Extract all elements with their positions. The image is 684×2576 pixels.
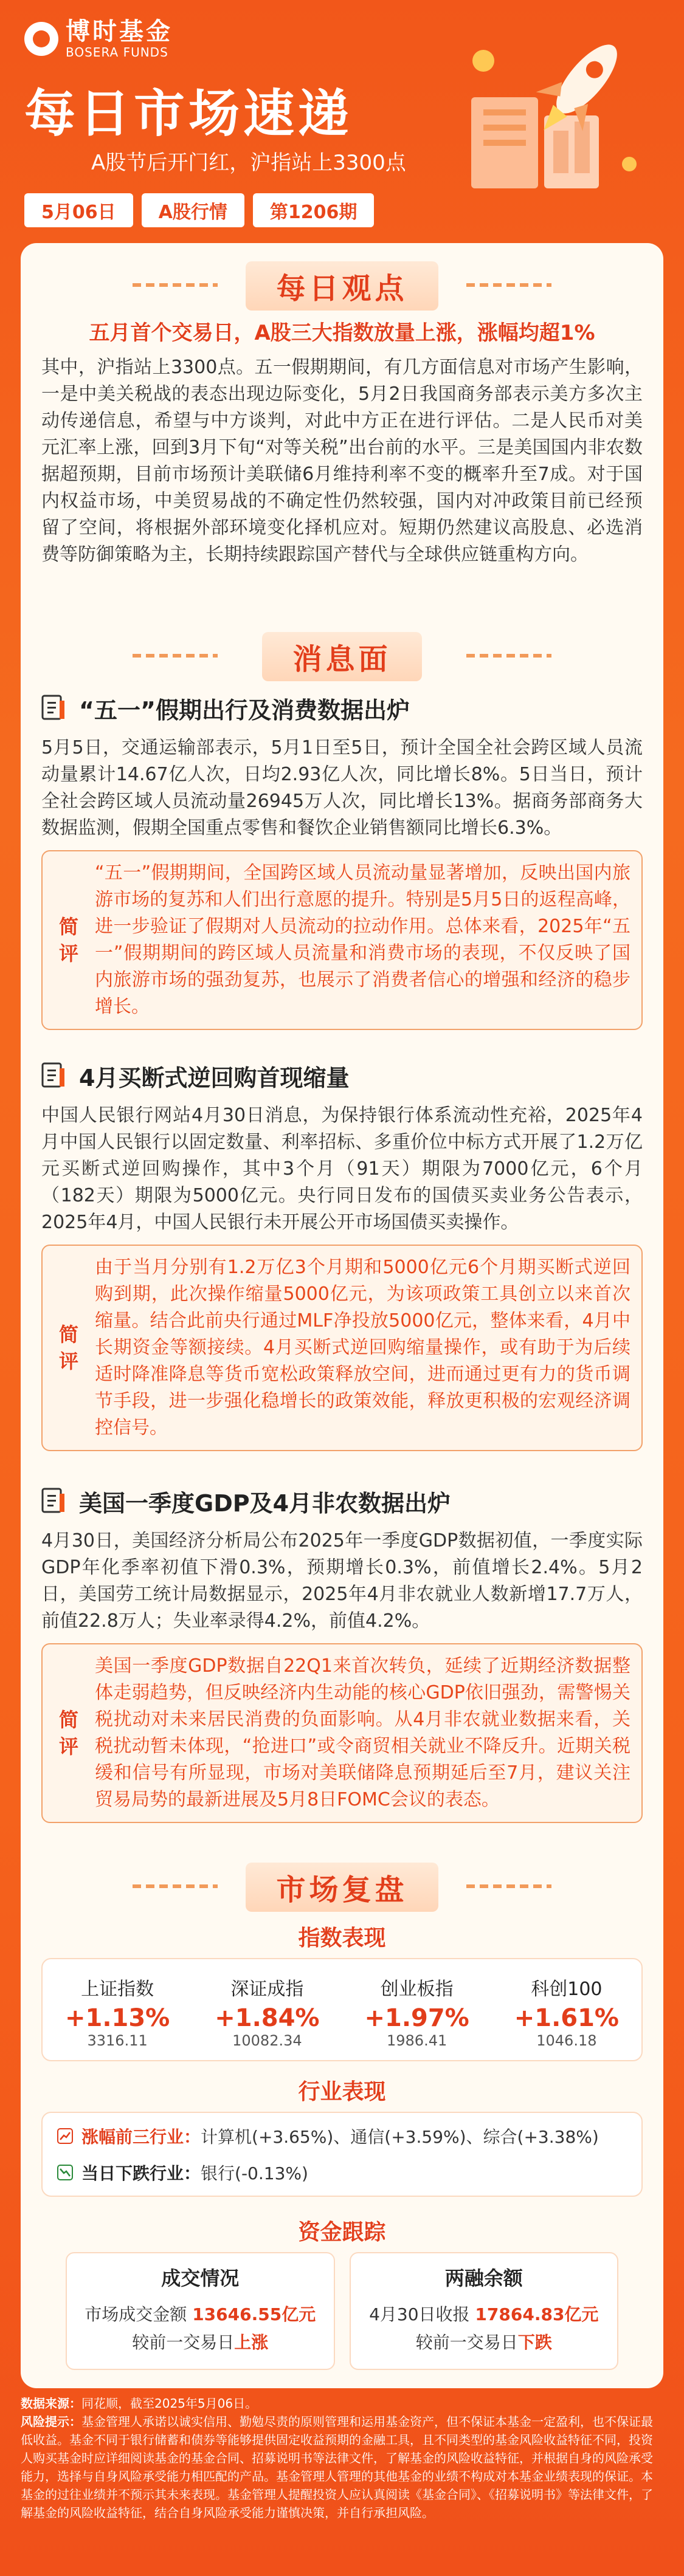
data-source-text: 同花顺，截至2025年5月06日。 xyxy=(81,2396,258,2411)
page-title: 每日市场速递 xyxy=(24,84,353,143)
data-source xyxy=(21,2394,663,2413)
index-card xyxy=(350,1974,484,2049)
rocket-illustration-icon xyxy=(447,24,648,194)
news-body: 中国人民银行网站4月30日消息，为保持银行体系流动性充裕，2025年4月中国人民银行以固定数量、利率招标、多重价位中标方式开展了1.2万亿元买断式逆回购操作，其中3个月（91天）期限为7000亿元，6个月（182天）期限为5000亿元。央行同日发布的国债买卖业务公告表示，2025年4月，中国人民银行未开展公开市场国债买卖操作。 xyxy=(41,1105,643,1233)
news-item xyxy=(41,690,643,1030)
news-heading xyxy=(41,690,643,726)
comment-tag: 简评 xyxy=(58,915,78,965)
document-icon xyxy=(41,1488,66,1514)
comment-tag: 简评 xyxy=(58,1323,78,1373)
index-card xyxy=(50,1974,184,2049)
index-value: 10082.34 xyxy=(232,2032,302,2049)
news-heading xyxy=(41,1483,643,1519)
brand-name-en: BOSERA FUNDS xyxy=(66,45,168,60)
daily-view-title xyxy=(41,261,643,310)
daily-view-title-text: 每日观点 xyxy=(246,261,438,311)
margin-compare-label: 较前一交易日 xyxy=(415,2332,518,2352)
margin-panel xyxy=(350,2252,619,2370)
news-heading-text: 美国一季度GDP及4月非农数据出炉 xyxy=(79,1489,451,1517)
industry-down-value: 银行(-0.13%) xyxy=(201,2163,308,2183)
issue-tag: 第1206期 xyxy=(253,193,375,227)
index-name: 科创100 xyxy=(531,1979,603,2000)
comment-box xyxy=(41,1245,643,1451)
margin-line xyxy=(351,2301,618,2329)
index-name: 深证成指 xyxy=(230,1979,304,2000)
daily-view-headline: 五月首个交易日，A股三大指数放量上涨，涨幅均超1% xyxy=(89,321,595,345)
margin-title: 两融余额 xyxy=(444,2267,523,2290)
comment-box xyxy=(41,1643,643,1823)
risk-warning-label: 风险提示： xyxy=(21,2414,81,2429)
news-item xyxy=(41,1483,643,1823)
industry-top3-label: 涨幅前三行业： xyxy=(81,2127,201,2147)
index-change: +1.13% xyxy=(64,2004,170,2032)
news-item xyxy=(41,1057,643,1451)
turnover-value: 13646.55亿元 xyxy=(192,2304,316,2324)
content-card xyxy=(21,243,663,2388)
index-card xyxy=(200,1974,334,2049)
brand-name-cn: 博时基金 xyxy=(66,18,173,46)
market-title-text: 市场复盘 xyxy=(246,1863,438,1912)
turnover-label: 市场成交金额 xyxy=(85,2304,187,2324)
footer xyxy=(21,2394,663,2522)
index-card xyxy=(500,1974,634,2049)
news-title-text: 消息面 xyxy=(262,632,421,681)
industry-panel xyxy=(41,2112,643,2197)
margin-compare-line xyxy=(351,2329,618,2357)
tag-bar xyxy=(24,193,374,227)
index-subtitle: 指数表现 xyxy=(298,1926,386,1951)
brand-logo xyxy=(24,18,173,60)
turnover-line xyxy=(67,2301,334,2329)
data-source-label: 数据来源： xyxy=(21,2396,81,2411)
comment-text: “五一”假期期间，全国跨区域人员流动量显著增加，反映出国内旅游市场的复苏和人们出行意愿的提升。特别是5月5日的返程高峰，进一步验证了假期对人员流动的拉动作用。总体来看，2025年“五一”假期期间的跨区域人员流量和消费市场的表现，不仅反映了国内旅游市场的强劲复苏，也展示了消费者信心的增强和经济的稳步增长。 xyxy=(95,862,630,1017)
turnover-compare-value: 上涨 xyxy=(234,2332,269,2352)
fund-subtitle: 资金跟踪 xyxy=(298,2220,386,2245)
document-icon xyxy=(41,1062,66,1089)
trend-down-icon xyxy=(57,2165,73,2180)
turnover-compare-line xyxy=(67,2329,334,2357)
turnover-panel xyxy=(66,2252,335,2370)
risk-warning xyxy=(21,2413,663,2522)
industry-subtitle: 行业表现 xyxy=(298,2080,386,2104)
trend-up-icon xyxy=(57,2128,73,2144)
news-heading-text: 4月买断式逆回购首现缩量 xyxy=(79,1064,350,1091)
news-heading xyxy=(41,1057,643,1094)
index-change: +1.61% xyxy=(514,2004,620,2032)
industry-top3-value: 计算机(+3.65%)、通信(+3.59%)、综合(+3.38%) xyxy=(201,2127,599,2147)
index-change: +1.84% xyxy=(215,2004,320,2032)
turnover-title: 成交情况 xyxy=(161,2267,240,2290)
industry-top3-row xyxy=(43,2118,641,2154)
news-body: 4月30日，美国经济分析局公布2025年一季度GDP数据初值，一季度实际GDP年化季率初值下滑0.3%，预期增长0.3%，前值增长2.4%。5月2日，美国劳工统计局数据显示，2025年4月非农就业人数新增17.7万人，前值22.8万人；失业率录得4.2%，前值4.2%。 xyxy=(41,1530,643,1632)
daily-view-body: 其中，沪指站上3300点。五一假期期间，有几方面信息对市场产生影响，一是中美关税战的表态出现边际变化，5月2日我国商务部表示美方多次主动传递信息，希望与中方谈判，对此中方正在进行评估。二是人民币对美元汇率上涨，回到3月下旬“对等关税”出台前的水平。三是美国国内非农数据超预期，目前市场预计美联储6月维持利率不变的概率升至7成。对于国内权益市场，中美贸易战的不确定性仍然较强，国内对冲政策目前已经预留了空间，将根据外部环境变化择机应对。短期仍然建议高股息、必选消费等防御策略为主，长期持续跟踪国产替代与全球供应链重构方向。 xyxy=(41,357,643,565)
category-tag: A股行情 xyxy=(142,193,244,227)
index-value: 3316.11 xyxy=(87,2032,148,2049)
index-panel xyxy=(41,1958,643,2061)
index-value: 1986.41 xyxy=(387,2032,447,2049)
fund-panels xyxy=(41,2252,643,2370)
header xyxy=(0,0,684,255)
turnover-compare-label: 较前一交易日 xyxy=(132,2332,235,2352)
margin-label: 4月30日收报 xyxy=(369,2304,470,2324)
index-change: +1.97% xyxy=(364,2004,469,2032)
index-value: 1046.18 xyxy=(536,2032,597,2049)
logo-mark-icon xyxy=(24,22,58,56)
page-subtitle: A股节后开门红，沪指站上3300点 xyxy=(91,151,406,175)
index-name: 上证指数 xyxy=(81,1979,154,2000)
daily-view-section xyxy=(41,261,643,568)
industry-down-row xyxy=(43,2154,641,2191)
comment-text: 美国一季度GDP数据自22Q1来首次转负，延续了近期经济数据整体走弱趋势，但反映经济内生动能的核心GDP依旧强劲，需警惕关税扰动对未来居民消费的负面影响。从4月非农就业数据来看，关税扰动暂未体现，“抢进口”或令商贸相关就业不降反升。近期关税缓和信号有所显现，市场对美联储降息预期延后至7月，建议关注贸易局势的最新进展及5月8日FOMC会议的表态。 xyxy=(95,1655,630,1810)
date-tag: 5月06日 xyxy=(24,193,133,227)
industry-down-label: 当日下跌行业： xyxy=(81,2163,201,2183)
market-title xyxy=(41,1863,643,1911)
document-icon xyxy=(41,695,66,721)
risk-warning-text: 基金管理人承诺以诚实信用、勤勉尽责的原则管理和运用基金资产，但不保证本基金一定盈利，也不保证最低收益。基金不同于银行储蓄和债券等能够提供固定收益预期的金融工具，且不同类型的基金风险收益特征不同，投资人购买基金时应详细阅读基金的基金合同、招募说明书等法律文件，了解基金的风险收益特征，并根据自身的风险承受能力，选择与自身风险承受能力相匹配的产品。基金管理人管理的其他基金的业绩不构成对本基金业绩表现的保证。本基金的过往业绩并不预示其未来表现。基金管理人提醒投资人应认真阅读《基金合同》、《招募说明书》等法律文件，了解基金的风险收益特征，结合自身风险承受能力谨慎决策，并自行承担风险。 xyxy=(21,2414,653,2520)
news-heading-text: “五一”假期出行及消费数据出炉 xyxy=(79,696,410,724)
market-section xyxy=(41,1863,643,2370)
news-title xyxy=(41,632,643,681)
comment-tag: 简评 xyxy=(58,1708,78,1758)
comment-box xyxy=(41,850,643,1030)
comment-text: 由于当月分别有1.2万亿3个月期和5000亿元6个月期买断式逆回购到期，此次操作缩量5000亿元，为该项政策工具创立以来首次缩量。结合此前央行通过MLF净投放5000亿元，整体来看，4月中长期资金等额接续。4月买断式逆回购缩量操作，或有助于为后续适时降准降息等货币宽松政策释放空间，进而通过更有力的货币调节手段，进一步强化稳增长的政策效能，释放更积极的宏观经济调控信号。 xyxy=(95,1257,630,1438)
margin-compare-value: 下跌 xyxy=(517,2332,552,2352)
index-name: 创业板指 xyxy=(380,1979,454,2000)
news-section xyxy=(41,632,643,681)
margin-value: 17864.83亿元 xyxy=(475,2304,599,2324)
news-body: 5月5日，交通运输部表示，5月1日至5日，预计全国全社会跨区域人员流动量累计14.67亿人次，日均2.93亿人次，同比增长8%。5日当日，预计全社会跨区域人员流动量26945万人次，同比增长13%。据商务部商务大数据监测，假期全国重点零售和餐饮企业销售额同比增长6.3%。 xyxy=(41,737,643,839)
